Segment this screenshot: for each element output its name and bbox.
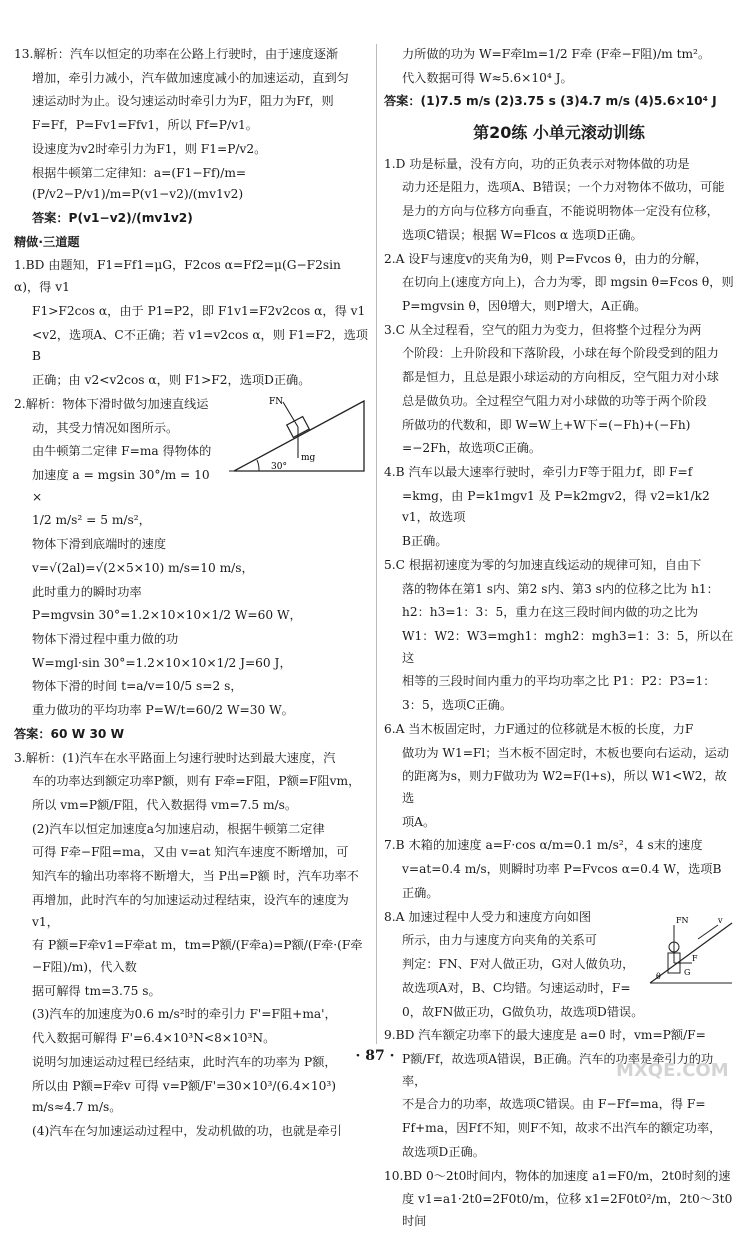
answer-line: 相等的三段时间内重力的平均功率之比 P1：P2：P3=1：	[402, 674, 716, 689]
q2-line: 重力做功的平均功率 P=W/t=60/2 W=30 W。	[32, 703, 294, 718]
answer-line: 都是恒力，且总是跟小球运动的方向相反，空气阻力对小球	[402, 370, 719, 385]
q13-line: F=Ff，P=Fv1=Ffv1，所以 Ff=P/v1。	[32, 118, 258, 133]
watermark-logo	[612, 1020, 732, 1084]
mg-label: mg	[301, 452, 316, 463]
answer-line: 所示，由力与速度方向夹角的关系可	[402, 933, 597, 948]
q2-answer: 答案：60 W 30 W	[14, 726, 125, 741]
answer-line: 是力的方向与位移方向垂直，不能说明物体一定没有位移，	[402, 204, 719, 219]
q3-line: 说明匀加速运动过程已经结束，此时汽车的功率为 P额，	[32, 1054, 337, 1069]
q13-line: 13.解析：汽车以恒定的功率在公路上行驶时，由于速度逐渐	[14, 47, 339, 61]
v-label: v	[718, 915, 723, 925]
escalator-figure	[648, 909, 734, 987]
answer-line: P=mgvsin θ，因θ增大，则P增大，A正确。	[402, 298, 647, 313]
q2-line: 物体下滑到底端时的速度	[32, 537, 167, 552]
q3-line: 所以 vm=P额/F阻，代入数据得 vm=7.5 m/s。	[32, 798, 298, 812]
answer-line: 5.C 根据初速度为零的匀加速直线运动的规律可知，自由下	[384, 557, 702, 572]
cont-answer: 答案：(1)7.5 m/s (2)3.75 s (3)4.7 m/s (4)5.6×10⁴ J	[384, 94, 717, 109]
watermark-text: MXQE.COM	[616, 1060, 729, 1081]
q2-line: 动，其受力情况如图所示。	[32, 420, 179, 435]
answer-line: 2.A 设F与速度v的夹角为θ，则 P=Fvcos θ，由力的分解，	[384, 251, 708, 266]
answer-line: 1.D 功是标量，没有方向，功的正负表示对物体做的功是	[384, 156, 690, 171]
answer-line: 4.B 汽车以最大速率行驶时，牵引力F等于阻力f，即 F=f	[384, 464, 693, 479]
answer-line: B正确。	[402, 534, 448, 549]
q3-line: (2)汽车以恒定加速度a匀加速启动，根据牛顿第二定律	[32, 821, 325, 836]
answer-line: 故选项A对，B、C均错。匀速运动时，F=	[402, 980, 631, 995]
q2-line: 2.解析：物体下滑时做匀加速直线运	[14, 396, 209, 411]
q13-line: 速运动时为止。设匀速运动时牵引力为F，阻力为Ff，则	[32, 94, 334, 109]
answer-line: 度 v1=a1·2t0=2F0t0/m，位移 x1=2F0t0²/m，2t0～3t0 时间	[402, 1192, 733, 1228]
answer-line: W1：W2：W3=mgh1：mgh2：mgh3=1：3：5，所以在这	[402, 629, 734, 665]
g-label: G	[684, 967, 691, 977]
answer-line: =−2Fh，故选项C正确。	[402, 441, 542, 456]
answer-line: 所做功的代数和，即 W=W上+W下=(−Fh)+(−Fh)	[402, 417, 691, 432]
answer-line: 10.BD 0～2t0时间内，物体的加速度 a1=F0/m，2t0时刻的速	[384, 1168, 731, 1183]
q3-block	[14, 748, 369, 1143]
answer-line: 9.BD 汽车额定功率下的最大速度是 a=0 时，vm=P额/F=	[384, 1028, 706, 1043]
q3-line: 知汽车的输出功率将不断增大，当 P出=P额 时，汽车功率不	[32, 869, 359, 884]
answer-line: 不是合力的功率，故选项C错误。由 F−Ff=ma，得 F=	[402, 1097, 706, 1112]
answer-line: 8.A 加速过程中人受力和速度方向如图	[384, 909, 592, 924]
fn-label: FN	[676, 915, 689, 925]
q3-line: 代入数据可解得 F'=6.4×10³N<8×10³N。	[32, 1031, 276, 1046]
q3-line: 3.解析：(1)汽车在水平路面上匀速行驶时达到最大速度，汽	[14, 750, 336, 765]
answer-line: 动力还是阻力，选项A、B错误；一个力对物体不做功，可能	[402, 180, 725, 195]
column-divider	[376, 44, 377, 1044]
answer-line: h2：h3=1：3：5，重力在这三段时间内做的功之比为	[402, 605, 699, 620]
cont-line: 代入数据可得 W≈5.6×10⁴ J。	[402, 70, 573, 85]
answer-line: 正确。	[402, 885, 439, 900]
q3-line: 车的功率达到额定功率P额，则有 F牵=F阻，P额=F阻vm，	[32, 774, 361, 789]
q1-line: 1.BD 由题知，F1=Ff1=μG，F2cos α=Ff2=μ(G−F2sin α)，得 v1	[14, 258, 341, 295]
q1-line: <v2，选项A、C不正确；若 v1=v2cos α，则 F1=F2，选项B	[32, 327, 368, 364]
q3-line: 可得 F牵−F阻=ma，又由 v=at 知汽车速度不断增加，可	[32, 845, 349, 860]
cont-line: 力所做的功为 W=F牵lm=1/2 F牵 (F牵−F阻)/m tm²。	[402, 47, 711, 61]
page-number: · 87 ·	[355, 1048, 395, 1064]
theta-label: θ	[656, 971, 661, 981]
exercise-title: 第20练 小单元滚动训练	[473, 123, 645, 143]
section-heading: 精做·三道题	[14, 234, 80, 249]
answer-line: 选项C错误；根据 W=Flcos α 选项D正确。	[402, 227, 643, 242]
q1-block	[14, 255, 369, 391]
answer-line: 做功为 W1=Fl；当木板不固定时，木板也要向右运动，运动	[402, 745, 730, 760]
f-label: F	[692, 953, 698, 963]
fn-label: FN	[269, 396, 284, 407]
answer-line: P额/Ff，故选项A错误，B正确。汽车的功率是牵引力的功率，	[402, 1051, 714, 1088]
q2-line: 物体下滑过程中重力做的功	[32, 631, 179, 646]
answer-line: Ff+ma，因Ff不知，则F不知，故求不出汽车的额定功率，	[402, 1121, 722, 1136]
left-column	[14, 44, 369, 1145]
answer-line: 7.B 木箱的加速度 a=F·cos α/m=0.1 m/s²，4 s末的速度	[384, 838, 703, 853]
q2-block	[14, 394, 369, 746]
answer-line: 总是做负功。全过程空气阻力对小球做的功等于两个阶段	[402, 393, 707, 408]
incline-figure	[229, 396, 369, 476]
q13-block	[14, 44, 369, 230]
q2-line: 物体下滑的时间 t=a/v=10/5 s=2 s，	[32, 679, 243, 694]
answer-line: 6.A 当木板固定时，力F通过的位移就是木板的长度，力F	[384, 721, 694, 736]
q3-line: 再增加，此时汽车的匀加速运动过程结束，设汽车的速度为 v1，	[32, 892, 349, 929]
q3-line: 有 P额=F牵v1=F牵at m，tm=P额/(F牵a)=P额/(F牵·(F牵−F阻)/m)，代入数	[32, 938, 363, 975]
q2-line: W=mgl·sin 30°=1.2×10×10×1/2 J=60 J，	[32, 655, 292, 670]
q2-line: v=√(2al)=√(2×5×10) m/s=10 m/s，	[32, 560, 254, 575]
answer-line: 落的物体在第1 s内、第2 s内、第3 s内的位移之比为 h1：	[402, 581, 719, 596]
q3-line: 所以由 P额=F牵v 可得 v=P额/F'=30×10³/(6.4×10³) m/s≈4.7 m/s。	[32, 1078, 337, 1115]
q1-line: F1>F2cos α，由于 P1=P2，即 F1v1=F2v2cos α，得 v1	[32, 303, 366, 318]
answer-line: 项A。	[402, 814, 436, 829]
answer-line: 故选项D正确。	[402, 1144, 485, 1159]
answer-line: 3：5，选项C正确。	[402, 698, 513, 713]
answer-line: 判定：FN、F对人做正功，G对人做负功，	[402, 957, 635, 972]
q3-line: 据可解得 tm=3.75 s。	[32, 983, 161, 998]
q13-line: 增加，牵引力减小，汽车做加速度减小的加速运动，直到匀	[32, 70, 349, 85]
q2-line: 此时重力的瞬时功率	[32, 584, 142, 599]
q2-line: 加速度 a = mgsin 30°/m = 10 ×	[32, 467, 210, 504]
q3-line: (3)汽车的加速度为0.6 m/s²时的牵引力 F'=F阻+ma'，	[32, 1007, 337, 1022]
answer-line: 的距离为s，则力F做功为 W2=F(l+s)，所以 W1<W2，故选	[402, 769, 727, 806]
answer-line: 0，故FN做正功，G做负功，故选项D错误。	[402, 1004, 644, 1019]
answer-line: v=at=0.4 m/s，则瞬时功率 P=Fvcos α=0.4 W，选项B	[402, 862, 722, 877]
q2-line: 1/2 m/s² = 5 m/s²，	[32, 513, 151, 528]
answer-line: 个阶段：上升阶段和下落阶段，小球在每个阶段受到的阻力	[402, 346, 719, 361]
q2-line: 由牛顿第二定律 F=ma 得物体的	[32, 444, 212, 459]
q1-line: 正确；由 v2<v2cos α，则 F1>F2，选项D正确。	[32, 373, 311, 388]
q13-line: 根据牛顿第二定律知：a=(F1−Ff)/m=(P/v2−P/v1)/m=P(v1−v2)/(mv1v2)	[32, 165, 247, 202]
q13-line: 设速度为v2时牵引力为F1，则 F1=P/v2。	[32, 141, 267, 156]
q13-answer: 答案：P(v1−v2)/(mv1v2)	[32, 211, 193, 226]
q3-line: (4)汽车在匀加速运动过程中，发动机做的功，也就是牵引	[32, 1124, 342, 1139]
answer-line: =kmg，由 P=k1mgv1 及 P=k2mgv2，得 v2=k1/k2 v1，故选项	[402, 488, 710, 525]
q2-line: P=mgvsin 30°=1.2×10×10×1/2 W=60 W，	[32, 608, 302, 623]
answer-line: 3.C 从全过程看，空气的阻力为变力，但将整个过程分为两	[384, 322, 702, 337]
answer-line: 在切向上(速度方向上)，合力为零，即 mgsin θ=Fcos θ，则	[402, 275, 734, 290]
angle-label: 30°	[271, 461, 287, 472]
